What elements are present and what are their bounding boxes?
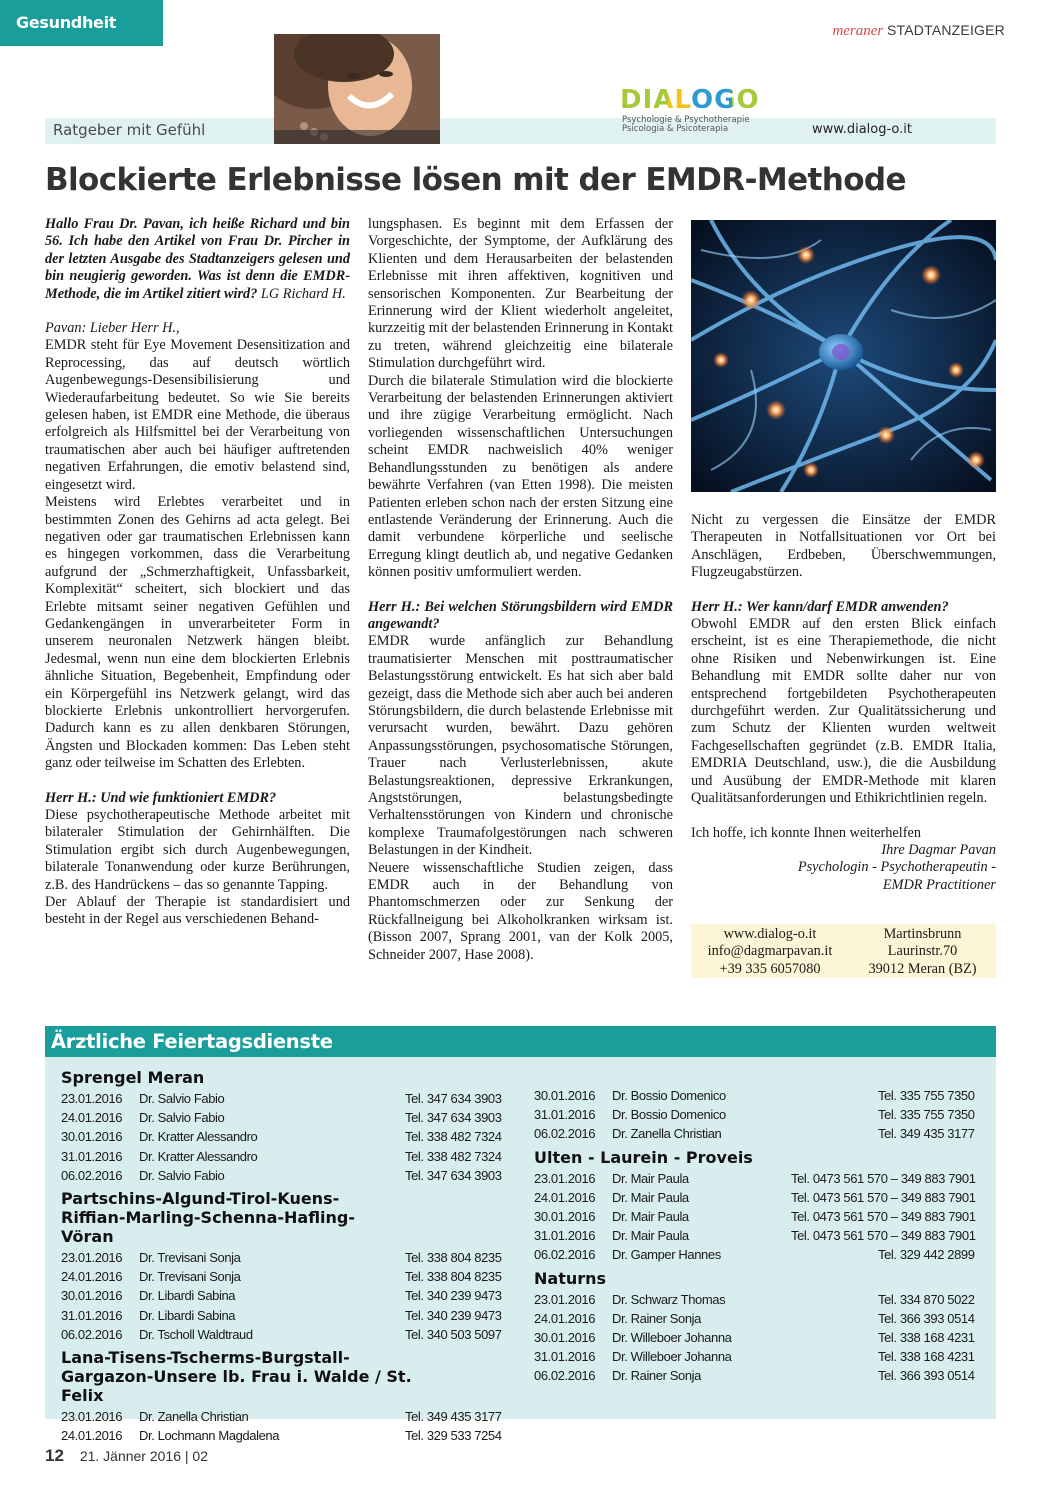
author-signature: Ihre Dagmar Pavan: [881, 841, 996, 858]
logo-sub-de: Psychologie & Psychotherapie: [622, 115, 750, 125]
author-title: Psychologin - Psychotherapeutin -: [797, 859, 996, 876]
table-row: 31.01.2016 Dr. Libardi Sabina Tel. 340 239 9473: [61, 1307, 502, 1323]
paragraph: Nicht zu vergessen die Einsätze der EMDR Therapeuten in Notfallsituationen vor Ort bei Anschlägen, Erdbeben, Überschwemmungen, Flugzeugabstürzen.: [691, 512, 996, 581]
reader-letter: Hallo Frau Dr. Pavan, ich heiße Richard und bin 56. Ich habe den Artikel von Frau Dr. Pircher in der letzten Ausgabe des Stadtanzeigers gelesen und bin neugierig geworden. Was ist denn die EMDR-Methode, die im Artikel zitiert wird?: [45, 216, 350, 302]
table-row: 30.01.2016 Dr. Willeboer Johanna Tel. 338 168 4231: [534, 1329, 975, 1345]
table-row: 31.01.2016 Dr. Kratter Alessandro Tel. 338 482 7324: [61, 1148, 502, 1164]
answer-greeting: Pavan: Lieber Herr H.,: [45, 320, 180, 337]
table-row: 24.01.2016 Dr. Rainer Sonja Tel. 366 393 0514: [534, 1310, 975, 1326]
article-headline: Blockierte Erlebnisse lösen mit der EMDR-Methode: [45, 162, 906, 198]
paragraph: Der Ablauf der Therapie ist standardisiert und besteht in der Regel aus verschiedenen Behand-: [45, 894, 350, 928]
question-heading: Herr H.: Und wie funktioniert EMDR?: [45, 789, 277, 806]
paragraph: Obwohl EMDR auf den ersten Blick einfach erscheint, ist es eine Therapiemethode, die nicht ohne Risiken und Nebenwirkungen ist. Eine Behandlung mit EMDR sollte daher nur von entsprechend fortgebildeten Psychotherapeuten durchgeführt werden. Zur Qualitätssicherung und zum Schutz der Klienten wurden weltweit Fachgesellschaften gegründet (z.B. EMDR Italia, EMDRIA Deutschland, usw.), die die Ausbildung und Ausübung der EMDR-Methode mit klaren Qualitätsanforderungen und Ethikrichtlinien regeln.: [691, 616, 996, 807]
logo-sub-it: Psicologia & Psicoterapia: [622, 124, 729, 134]
region-title: Lana-Tisens-Tscherms-Burgstall-Gargazon-Unsere lb. Frau i. Walde / St. Felix: [61, 1347, 412, 1405]
service-region: [534, 1148, 974, 1265]
table-row: 30.01.2016 Dr. Libardi Sabina Tel. 340 239 9473: [61, 1288, 502, 1304]
issue-date: 21. Jänner 2016 | 02: [79, 1448, 208, 1464]
rubric-bar: [45, 115, 996, 144]
paragraph: Durch die bilaterale Stimulation wird die blockierte Verarbeitung der belastenden Erinnerungen aktiviert und ihre zügige Verarbeitung ermöglicht. Nach vorliegenden wissenschaftlichen Untersuchungen scheint EMDR nachweislich 40% weniger Behandlungsstunden zu benötigen als andere bewährte Verfahren (van Etten 1998). Die meisten Patienten erleben schon nach der ersten Sitzung eine entlastende Veränderung der Erinnerung. Auch die damit verbundene körperliche und seelische Erregung klingt deutlich ab, und negative Gedanken können positiv umformuliert werden.: [368, 372, 673, 581]
contact-street: Laurinstr.70: [887, 943, 958, 960]
table-row: 23.01.2016 Dr. Trevisani Sonja Tel. 338 804 8235: [61, 1249, 502, 1265]
question-heading: Herr H.: Bei welchen Störungsbildern wird EMDR angewandt?: [368, 598, 673, 632]
table-row: 06.02.2016 Dr. Gamper Hannes Tel. 329 442 2899: [534, 1247, 975, 1263]
section-tag: Gesundheit: [0, 0, 163, 46]
closing-line: Ich hoffe, ich konnte Ihnen weiterhelfen: [691, 824, 921, 841]
holiday-services-box: [45, 1026, 996, 1444]
contact-city: 39012 Meran (BZ): [868, 960, 977, 977]
contact-box: [691, 924, 996, 978]
table-row: 06.02.2016 Dr. Zanella Christian Tel. 349 435 3177: [534, 1126, 975, 1142]
service-region: [61, 1189, 501, 1344]
region-title: Naturns: [534, 1268, 607, 1288]
neuron-illustration: [691, 220, 996, 492]
table-row: 06.02.2016 Dr. Rainer Sonja Tel. 366 393 0514: [534, 1368, 975, 1384]
article-column-2: [368, 216, 673, 964]
paragraph: Diese psychotherapeutische Methode arbeitet mit bilateraler Stimulation der Gehirnhälften. Die Stimulation ergibt sich durch Augenbewegungen, bilaterale Tonanwendung oder kurze Berührungen, z.B. des Handrückens – das so genannte Tapping.: [45, 807, 350, 893]
paragraph: EMDR wurde anfänglich zur Behandlung traumatisierter Menschen mit posttraumatischer Belastungsstörung entwickelt. Es hat sich aber bald gezeigt, dass die Methode sich aber auch bei anderen Störungsbildern, die durch belastende Erlebnisse mit verursacht wurden, bewährt. Dazu gehören Anpassungsstörungen, psychosomatische Störungen, Trauer nach Verlusterlebnissen, akute Belastungsreaktionen, depressive Erkrankungen, Angststörungen, belastungsbedingte Verhaltensstörungen von Kindern und chronische komplexe Traumafolgestörungen nach schweren Belastungen in der Kindheit.: [368, 633, 673, 859]
reader-signature: LG Richard H.: [260, 285, 346, 302]
table-row: 31.01.2016 Dr. Mair Paula Tel. 0473 561 570 – 349 883 7901: [534, 1228, 976, 1244]
table-row: 06.02.2016 Dr. Tscholl Waldtraud Tel. 340 503 5097: [61, 1326, 502, 1342]
service-region: [534, 1269, 974, 1386]
article-column-3: [691, 512, 996, 894]
author-portrait: [274, 34, 440, 144]
publication-name-part1: meraner: [832, 23, 884, 39]
table-row: 30.01.2016 Dr. Bossio Domenico Tel. 335 755 7350: [534, 1088, 975, 1103]
paragraph: Neuere wissenschaftliche Studien zeigen, dass EMDR auch in der Behandlung von Phantomschmerzen oder zur Senkung der Rückfallneigung bei Alkoholkranken wirksam ist. (Bisson 2007, Sprang 2001, van der Kolk 2005, Schneider 2007, Hase 2008).: [368, 859, 673, 963]
table-row: 24.01.2016 Dr. Mair Paula Tel. 0473 561 570 – 349 883 7901: [534, 1189, 976, 1205]
table-row: 24.01.2016 Dr. Lochmann Magdalena Tel. 329 533 7254: [61, 1428, 502, 1444]
question-heading: Herr H.: Wer kann/darf EMDR anwenden?: [691, 598, 949, 615]
publication-name-part2: STADTANZEIGER: [887, 22, 1005, 38]
contact-place: Martinsbrunn: [883, 926, 962, 942]
rubric-title: Ratgeber mit Gefühl: [53, 121, 206, 139]
table-row: 30.01.2016 Dr. Kratter Alessandro Tel. 338 482 7324: [61, 1129, 502, 1145]
services-left-column: [61, 1068, 501, 1449]
table-row: 23.01.2016 Dr. Mair Paula Tel. 0473 561 570 – 349 883 7901: [534, 1170, 976, 1186]
contact-phone: +39 335 6057080: [719, 960, 821, 977]
table-row: 31.01.2016 Dr. Willeboer Johanna Tel. 338 168 4231: [534, 1349, 975, 1365]
paragraph: lungsphasen. Es beginnt mit dem Erfassen der Vorgeschichte, der Symptome, der Aufklärung des Klienten und dem Herausarbeiten der belastenden Erlebnisse mit ihren affektiven, kognitiven und sensorischen Komponenten. Zur Bearbeitung der Erinnerung wird der Klient wiederholt angeleitet, kurzzeitig mit der belastenden Erinnerung in Kontakt zu treten, während gleichzeitig eine bilaterale Stimulation durchgeführt wird.: [368, 216, 673, 372]
article-column-1: [45, 216, 350, 929]
services-title: Ärztliche Feiertagsdienste: [45, 1026, 996, 1057]
table-row: 31.01.2016 Dr. Bossio Domenico Tel. 335 755 7350: [534, 1107, 975, 1123]
paragraph: Meistens wird Erlebtes verarbeitet und in bestimmten Zonen des Gehirns ad acta gelegt. Bei negativen oder gar traumatischen Erlebnissen kann es hingegen vorkommen, dass die Verarbeitung aufgrund der „Schmerzhaftigkeit, Unfassbarkeit, Komplexität“ scheitert, sich blockiert und das Erlebte mitsamt seiner negativen Gefühlen und Gedankengängen in unverarbeiteter Form in unserem neuronalen Netzwerk hängen bleibt. Jedesmal, wenn nun eine dem blockierten Erlebnis ähnliche Situation, Begebenheit, Empfindung oder ein Körpergefühl ins Netzwerk gelangt, wird das blockierte Erlebnis unkontrolliert hervorgerufen. Dadurch kann es zu allen denkbaren Störungen, Ängsten und Blockaden kommen: Das Leben steht ganz oder teilweise im Schatten des Erlebten.: [45, 494, 350, 772]
region-title: Ulten - Laurein - Proveis: [534, 1147, 753, 1167]
table-row: 06.02.2016 Dr. Salvio Fabio Tel. 347 634 3903: [61, 1167, 502, 1183]
paragraph: EMDR steht für Eye Movement Desensitization and Reprocessing, das auf deutsch wörtlich Augenbewegungs-Desensibilisierung und Wiederaufarbeitung bedeutet. So wie Sie bereits gelesen haben, ist EMDR eine Methode, die überaus erfolgreich als Hilfsmittel bei der Verarbeitung von traumatischen aber auch bei häufiger auftretenden negativen Erfahrungen, die emotiv belastend sind, eingesetzt wird.: [45, 337, 350, 493]
contact-email[interactable]: info@dagmarpavan.it: [707, 943, 833, 960]
service-region-continued: [534, 1086, 974, 1144]
website-link[interactable]: www.dialog-o.it: [812, 122, 912, 137]
region-title: Sprengel Meran: [61, 1068, 205, 1087]
service-region: [61, 1348, 501, 1445]
logo-word: DIALOGO: [620, 88, 780, 112]
page-footer: [45, 1446, 208, 1466]
table-row: 23.01.2016 Dr. Schwarz Thomas Tel. 334 870 5022: [534, 1291, 975, 1307]
dialogo-logo: [620, 85, 780, 134]
table-row: 23.01.2016 Dr. Salvio Fabio Tel. 347 634 3903: [61, 1091, 502, 1106]
table-row: 24.01.2016 Dr. Trevisani Sonja Tel. 338 804 8235: [61, 1269, 502, 1285]
service-region: [61, 1068, 501, 1185]
page-number: 12: [45, 1446, 64, 1465]
region-title: Partschins-Algund-Tirol-Kuens-Riffian-Marling-Schenna-Hafling-Vöran: [61, 1188, 356, 1246]
table-row: 24.01.2016 Dr. Salvio Fabio Tel. 347 634 3903: [61, 1110, 502, 1126]
publication-logo: [832, 22, 1005, 40]
services-right-column: [534, 1086, 974, 1389]
author-certification: EMDR Practitioner: [882, 876, 996, 893]
contact-website[interactable]: www.dialog-o.it: [723, 926, 817, 942]
table-row: 30.01.2016 Dr. Mair Paula Tel. 0473 561 570 – 349 883 7901: [534, 1208, 976, 1224]
table-row: 23.01.2016 Dr. Zanella Christian Tel. 349 435 3177: [61, 1408, 502, 1424]
